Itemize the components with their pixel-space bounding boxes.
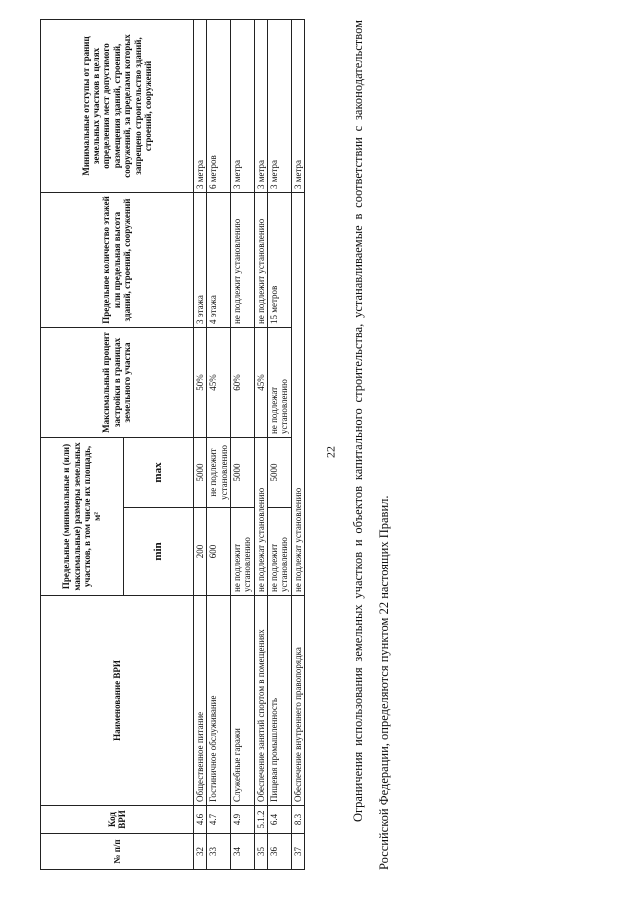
- header-area-group: Предельные (минимальные и (или) максимальные) размеры земельных участков, в том числе их площадь, м²: [41, 437, 124, 595]
- row-name: Обеспечение занятий спортом в помещениях: [254, 596, 267, 806]
- table-row: [291, 19, 304, 869]
- row-min: 600: [207, 508, 231, 596]
- row-min: не подлежит установлению: [231, 508, 255, 596]
- row-area-merged: не подлежат установлению: [254, 437, 267, 595]
- row-name: Обеспечение внутреннего правопорядка: [291, 596, 304, 806]
- row-name: Общественное питание: [194, 596, 207, 806]
- row-setback: 6 метров: [207, 19, 231, 192]
- row-setback: 3 метра: [268, 19, 292, 192]
- header-code: Код ВРИ: [41, 806, 194, 834]
- row-max: 5000: [194, 437, 207, 507]
- row-name: Служебные гаражи: [231, 596, 255, 806]
- row-max: не подлежит установлению: [207, 437, 231, 507]
- zoning-parameters-table: [40, 19, 305, 870]
- row-floors: 15 метров: [268, 192, 292, 327]
- row-floors: не подлежит установлению: [254, 192, 267, 327]
- row-percent: не подлежат установлению: [268, 327, 292, 437]
- row-num: 35: [254, 834, 267, 870]
- row-num: 32: [194, 834, 207, 870]
- restrictions-note: Ограничения использования земельных участков и объектов капитального строительства, устанавливаемые в соответствии с законодательством Российской Федерации, определяются пунктом 22 настоящих Правил.: [351, 20, 391, 870]
- row-num: 36: [268, 834, 292, 870]
- header-percent: Максимальный процент застройки в границах земельного участка: [41, 327, 194, 437]
- row-min: не подлежит установлению: [268, 508, 292, 596]
- row-code: 6.4: [268, 806, 292, 834]
- row-floors: 3 этажа: [194, 192, 207, 327]
- header-max: max: [124, 437, 194, 507]
- row-num: 33: [207, 834, 231, 870]
- row-code: 4.6: [194, 806, 207, 834]
- row-merged: не подлежат установлению: [291, 192, 304, 595]
- table-header-row: [41, 19, 124, 869]
- row-percent: 60%: [231, 327, 255, 437]
- header-min: min: [124, 508, 194, 596]
- table-row: [207, 19, 231, 869]
- row-percent: 45%: [207, 327, 231, 437]
- header-name: Наименование ВРИ: [41, 596, 194, 806]
- row-code: 5.1.2: [254, 806, 267, 834]
- row-floors: не подлежит установлению: [231, 192, 255, 327]
- row-code: 4.7: [207, 806, 231, 834]
- rotated-page-content: [40, 20, 460, 870]
- row-setback: 3 метра: [194, 19, 207, 192]
- row-percent: 50%: [194, 327, 207, 437]
- row-min: 200: [194, 508, 207, 596]
- header-floors: Предельное количество этажей или предельная высота зданий, строений, сооружений: [41, 192, 194, 327]
- row-name: Гостиничное обслуживание: [207, 596, 231, 806]
- table-row: [231, 19, 255, 869]
- page-number: 22: [323, 446, 338, 458]
- row-num: 37: [291, 834, 304, 870]
- row-num: 34: [231, 834, 255, 870]
- row-percent: 45%: [254, 327, 267, 437]
- table-row: [254, 19, 267, 869]
- row-setback: 3 метра: [291, 19, 304, 192]
- table-row: [268, 19, 292, 869]
- row-code: 8.3: [291, 806, 304, 834]
- row-code: 4.9: [231, 806, 255, 834]
- table-row: [194, 19, 207, 869]
- row-floors: 4 этажа: [207, 192, 231, 327]
- header-num: № п/п: [41, 834, 194, 870]
- row-name: Пищевая промышленность: [268, 596, 292, 806]
- row-setback: 3 метра: [254, 19, 267, 192]
- row-max: 5000: [231, 437, 255, 507]
- row-max: 5000: [268, 437, 292, 507]
- header-setback: Минимальные отступы от границ земельных участков в целях определения мест допустимого размещения зданий, строений, сооружений, за пределами которых запрещено строительство зданий, строений, сооружений: [41, 19, 194, 192]
- row-setback: 3 метра: [231, 19, 255, 192]
